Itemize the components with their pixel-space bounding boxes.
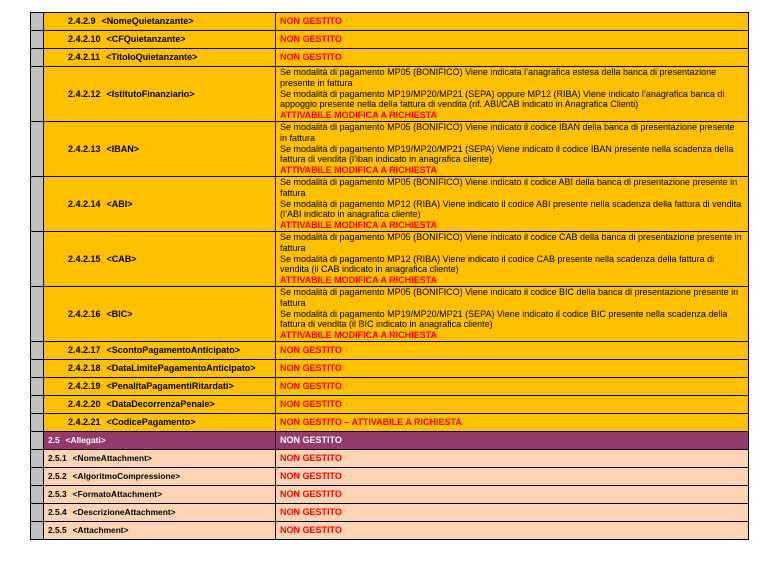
field-status-cell: NON GESTITO (276, 13, 749, 31)
table-row (31, 503, 749, 521)
field-name-cell: 2.4.2.17 <ScontoPagamentoAnticipato> (44, 341, 276, 359)
field-name-cell: 2.4.2.11 <TitoloQuietanzante> (44, 49, 276, 67)
row-indent-cell (31, 431, 44, 449)
row-indent-cell (31, 176, 44, 231)
field-name-cell: 2.4.2.15 <CAB> (44, 231, 276, 286)
field-description-cell: Se modalità di pagamento MP05 (BONIFICO) Viene indicata l’anagrafica estesa della banca di presentazione presente in fattura Se modalità di pagamento MP19/MP20/MP21 (SEPA) oppure MP12 (RIBA) Viene indicato l’anagrafica banca di appoggio presente nella della fattura di vendita (rif. ABI/CAB indicato in Anagrafica Clienti) ATTIVABILE MODIFICA A RICHIESTA (276, 67, 749, 122)
field-name-cell: 2.4.2.12 <IstitutoFinanziario> (44, 67, 276, 122)
field-status-cell: NON GESTITO (276, 467, 749, 485)
table-row (31, 485, 749, 503)
table-row (31, 176, 749, 231)
field-status-cell: NON GESTITO (276, 485, 749, 503)
table-row (31, 521, 749, 539)
field-name-cell: 2.4.2.9 <NomeQuietanzante> (44, 13, 276, 31)
field-name-cell: 2.4.2.13 <IBAN> (44, 121, 276, 176)
row-indent-cell (31, 341, 44, 359)
table-row (31, 286, 749, 341)
section-name-cell: 2.5 <Allegati> (44, 431, 276, 449)
field-name-cell: 2.5.4 <DescrizioneAttachment> (44, 503, 276, 521)
table-row (31, 359, 749, 377)
row-indent-cell (31, 31, 44, 49)
table-row (31, 467, 749, 485)
field-status-cell: NON GESTITO (276, 503, 749, 521)
field-description-cell: Se modalità di pagamento MP05 (BONIFICO) Viene indicato il codice CAB della banca di presentazione presente in fattura Se modalità di pagamento MP12 (RIBA) Viene indicato il codice CAB presente nella scadenza della fattura di vendita (il CAB indicato in anagrafica cliente) ATTIVABILE MODIFICA A RICHIESTA (276, 231, 749, 286)
field-name-cell: 2.4.2.16 <BIC> (44, 286, 276, 341)
table-row (31, 341, 749, 359)
table-row (31, 49, 749, 67)
field-name-cell: 2.4.2.18 <DataLimitePagamentoAnticipato> (44, 359, 276, 377)
row-indent-cell (31, 521, 44, 539)
field-status-cell: NON GESTITO (276, 49, 749, 67)
field-status-cell: NON GESTITO (276, 341, 749, 359)
field-status-cell: NON GESTITO (276, 521, 749, 539)
field-description-cell: Se modalità di pagamento MP05 (BONIFICO) Viene indicato il codice IBAN della banca di presentazione presente in fattura Se modalità di pagamento MP19/MP20/MP21 (SEPA) Viene indicato il codice IBAN presente nella scadenza della fattura di vendita (l’iban indicato in anagrafica cliente) ATTIVABILE MODIFICA A RICHIESTA (276, 121, 749, 176)
row-indent-cell (31, 359, 44, 377)
row-indent-cell (31, 449, 44, 467)
table-row (31, 13, 749, 31)
field-name-cell: 2.4.2.20 <DataDecorrenzaPenale> (44, 395, 276, 413)
field-name-cell: 2.5.2 <AlgoritmoCompressione> (44, 467, 276, 485)
field-status-cell: NON GESTITO (276, 449, 749, 467)
table-row (31, 121, 749, 176)
field-name-cell: 2.5.1 <NomeAttachment> (44, 449, 276, 467)
field-description-cell: Se modalità di pagamento MP05 (BONIFICO) Viene indicato il codice BIC della banca di presentazione presente in fattura Se modalità di pagamento MP19/MP20/MP21 (SEPA) Viene indicato il codice BIC presente nella scadenza della fattura di vendita (il BIC indicato in anagrafica cliente) ATTIVABILE MODIFICA A RICHIESTA (276, 286, 749, 341)
spec-table (30, 12, 749, 540)
field-status-cell: NON GESTITO (276, 31, 749, 49)
field-status-cell: NON GESTITO (276, 377, 749, 395)
field-name-cell: 2.4.2.10 <CFQuietanzante> (44, 31, 276, 49)
table-section-row (31, 431, 749, 449)
row-indent-cell (31, 485, 44, 503)
row-indent-cell (31, 121, 44, 176)
row-indent-cell (31, 467, 44, 485)
table-row (31, 395, 749, 413)
table-row (31, 413, 749, 431)
row-indent-cell (31, 13, 44, 31)
field-name-cell: 2.5.3 <FormatoAttachment> (44, 485, 276, 503)
field-name-cell: 2.4.2.14 <ABI> (44, 176, 276, 231)
table-row (31, 231, 749, 286)
field-description-cell: Se modalità di pagamento MP05 (BONIFICO) Viene indicato il codice ABI della banca di presentazione presente in fattura Se modalità di pagamento MP12 (RIBA) Viene indicato il codice ABI presente nella scadenza della fattura di vendita (l’ABI indicato in anagrafica cliente) ATTIVABILE MODIFICA A RICHIESTA (276, 176, 749, 231)
field-status-cell: NON GESTITO – ATTIVABILE A RICHIESTA (276, 413, 749, 431)
row-indent-cell (31, 286, 44, 341)
row-indent-cell (31, 231, 44, 286)
row-indent-cell (31, 67, 44, 122)
field-status-cell: NON GESTITO (276, 359, 749, 377)
field-name-cell: 2.4.2.21 <CodicePagamento> (44, 413, 276, 431)
section-status-cell: NON GESTITO (276, 431, 749, 449)
row-indent-cell (31, 395, 44, 413)
field-name-cell: 2.5.5 <Attachment> (44, 521, 276, 539)
row-indent-cell (31, 503, 44, 521)
field-name-cell: 2.4.2.19 <PenalitaPagamentiRitardati> (44, 377, 276, 395)
row-indent-cell (31, 377, 44, 395)
row-indent-cell (31, 413, 44, 431)
field-status-cell: NON GESTITO (276, 395, 749, 413)
row-indent-cell (31, 49, 44, 67)
table-row (31, 31, 749, 49)
table-row (31, 377, 749, 395)
table-row (31, 449, 749, 467)
table-row (31, 67, 749, 122)
